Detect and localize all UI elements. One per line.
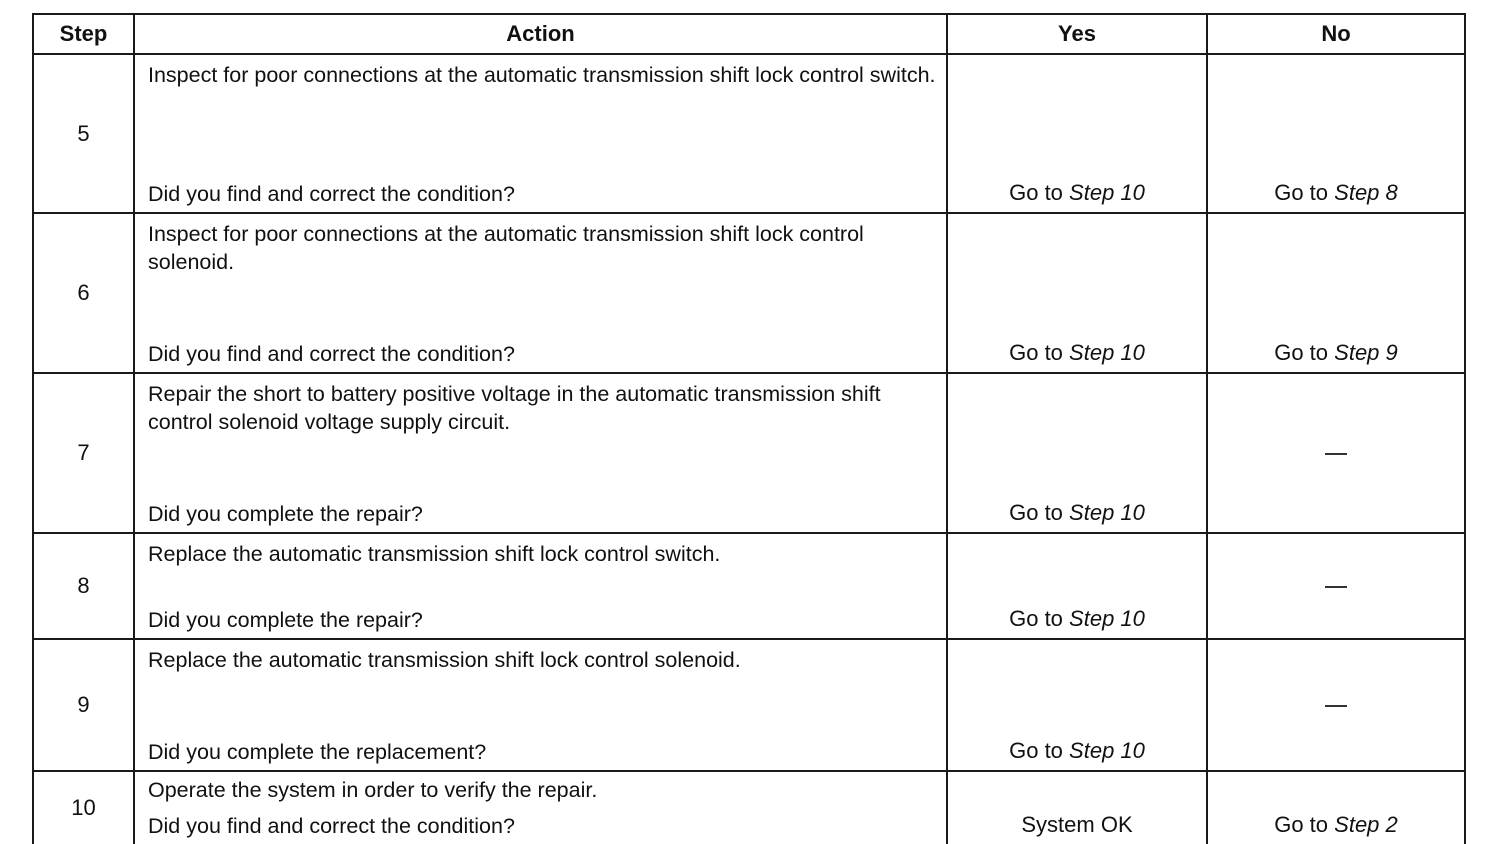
no-cell xyxy=(1207,639,1465,771)
go-to-label: Go to xyxy=(1274,812,1329,837)
yes-cell xyxy=(947,533,1207,639)
step-number: 9 xyxy=(33,639,134,771)
yes-cell xyxy=(947,639,1207,771)
step-number: 8 xyxy=(33,533,134,639)
diagnostic-table-container xyxy=(32,13,1464,844)
step-number: 6 xyxy=(33,213,134,373)
header-no: No xyxy=(1207,14,1465,54)
table-row xyxy=(33,771,1465,844)
action-question: Did you find and correct the condition? xyxy=(148,342,515,366)
action-question: Did you find and correct the condition? xyxy=(148,182,515,206)
action-instruction: Replace the automatic transmission shift lock control solenoid. xyxy=(148,648,741,672)
step-number: 10 xyxy=(33,771,134,844)
no-cell xyxy=(1207,373,1465,533)
yes-step-ref: Step 10 xyxy=(1069,180,1145,205)
go-to-label: Go to xyxy=(1009,738,1063,763)
yes-step-ref: Step 10 xyxy=(1069,500,1145,525)
yes-step-ref: Step 10 xyxy=(1069,738,1145,763)
diagnostic-table xyxy=(32,13,1466,844)
action-cell xyxy=(134,373,947,533)
go-to-label: Go to xyxy=(1274,340,1329,365)
no-cell xyxy=(1207,54,1465,213)
go-to-label: Go to xyxy=(1274,180,1329,205)
action-instruction: Inspect for poor connections at the automatic transmission shift lock control solenoid. xyxy=(148,222,864,274)
action-cell xyxy=(134,213,947,373)
go-to-label: Go to xyxy=(1009,606,1063,631)
header-step: Step xyxy=(33,14,134,54)
table-row xyxy=(33,639,1465,771)
action-instruction: Operate the system in order to verify the repair. xyxy=(148,778,598,802)
no-cell xyxy=(1207,533,1465,639)
action-question: Did you complete the repair? xyxy=(148,502,423,526)
no-cell xyxy=(1207,771,1465,844)
action-cell xyxy=(134,54,947,213)
step-number: 7 xyxy=(33,373,134,533)
yes-cell xyxy=(947,373,1207,533)
go-to-label: Go to xyxy=(1009,500,1063,525)
table-row xyxy=(33,533,1465,639)
action-instruction: Inspect for poor connections at the automatic transmission shift lock control switch. xyxy=(148,63,936,87)
action-question: Did you find and correct the condition? xyxy=(148,814,515,838)
not-applicable-dash xyxy=(1325,453,1347,455)
table-row xyxy=(33,54,1465,213)
no-cell xyxy=(1207,213,1465,373)
action-question: Did you complete the repair? xyxy=(148,608,423,632)
action-instruction: Repair the short to battery positive voltage in the automatic transmission shift control solenoid voltage supply circuit. xyxy=(148,382,881,434)
header-action: Action xyxy=(134,14,947,54)
table-row xyxy=(33,373,1465,533)
table-row xyxy=(33,213,1465,373)
no-step-ref: Step 2 xyxy=(1334,812,1398,837)
action-cell xyxy=(134,533,947,639)
yes-cell xyxy=(947,213,1207,373)
yes-cell xyxy=(947,54,1207,213)
action-cell xyxy=(134,771,947,844)
no-step-ref: Step 8 xyxy=(1334,180,1398,205)
yes-step-ref: Step 10 xyxy=(1069,606,1145,631)
table-header-row xyxy=(33,14,1465,54)
action-question: Did you complete the replacement? xyxy=(148,740,487,764)
go-to-label: Go to xyxy=(1009,340,1063,365)
no-step-ref: Step 9 xyxy=(1334,340,1398,365)
yes-cell xyxy=(947,771,1207,844)
header-yes: Yes xyxy=(947,14,1207,54)
action-cell xyxy=(134,639,947,771)
yes-step-ref: Step 10 xyxy=(1069,340,1145,365)
action-instruction: Replace the automatic transmission shift lock control switch. xyxy=(148,542,721,566)
not-applicable-dash xyxy=(1325,705,1347,707)
not-applicable-dash xyxy=(1325,586,1347,588)
step-number: 5 xyxy=(33,54,134,213)
go-to-label: Go to xyxy=(1009,180,1063,205)
yes-result: System OK xyxy=(1021,812,1133,837)
